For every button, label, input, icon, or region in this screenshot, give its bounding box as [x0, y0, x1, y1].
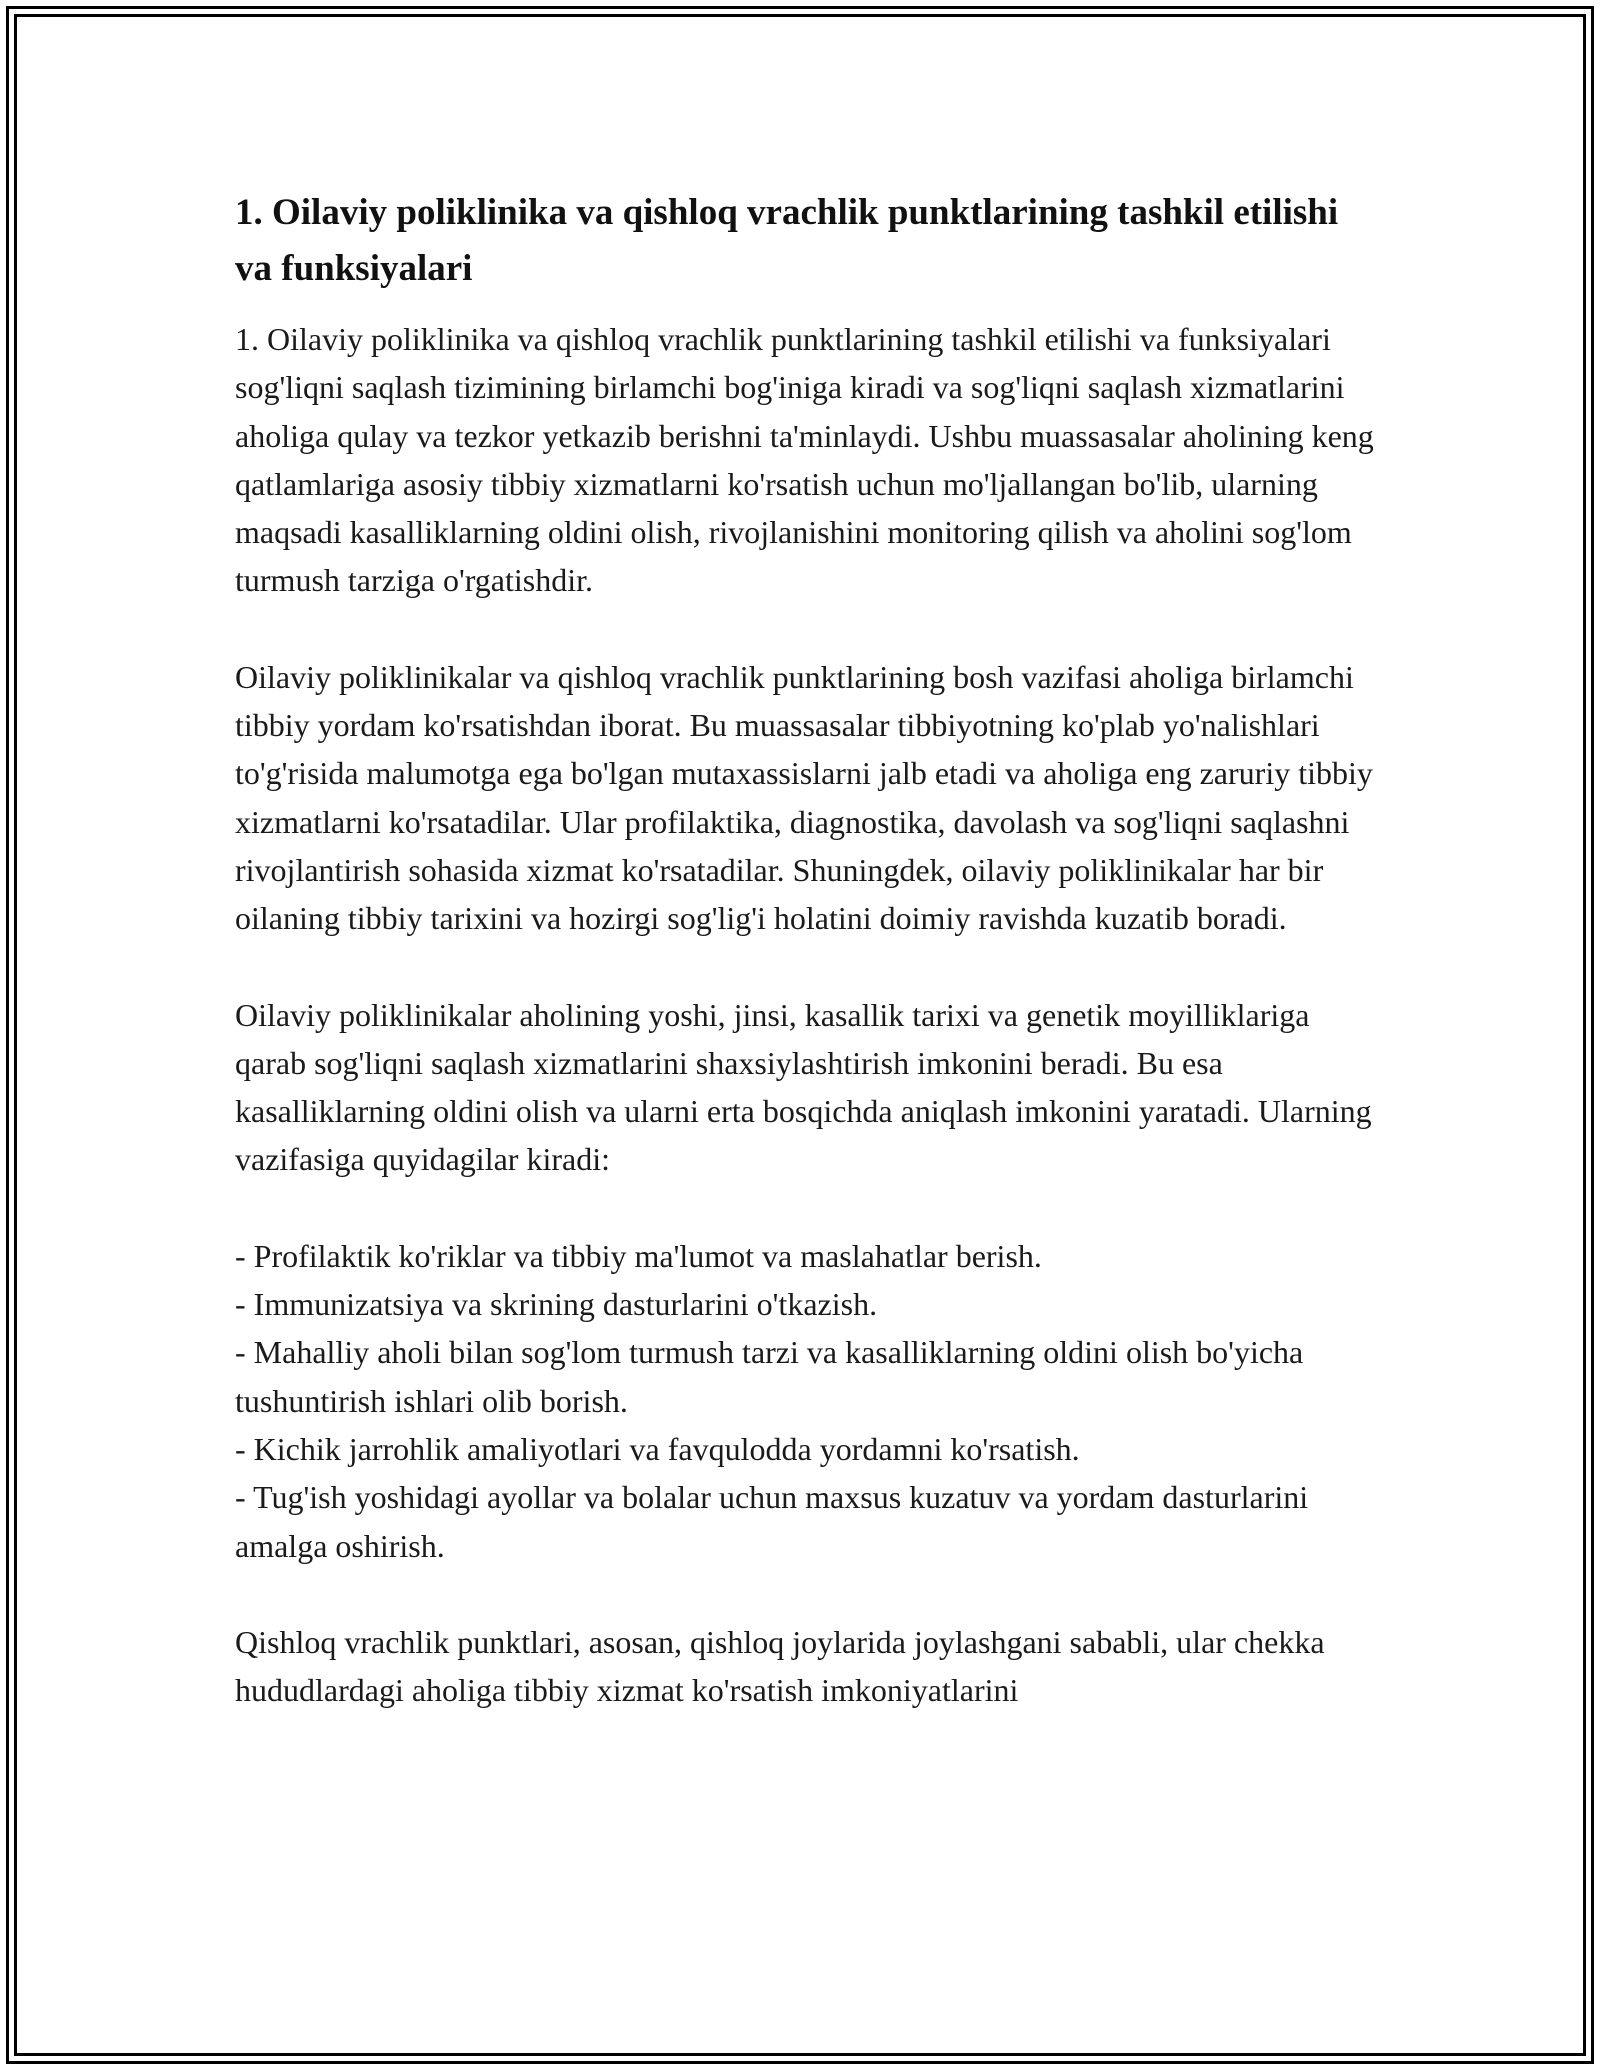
list-item: - Mahalliy aholi bilan sog'lom turmush tarzi va kasalliklarning oldini olish bo'yicha tushuntirish ishlari olib borish.	[235, 1334, 1304, 1419]
paragraph-rural: Qishloq vrachlik punktlari, asosan, qishloq joylarida joylashgani sababli, ular chekka hududlardagi aholiga tibbiy xizmat ko'rsatish imkoniyatlarini	[235, 1623, 1325, 1709]
document-title: 1. Oilaviy poliklinika va qishloq vrachlik punktlarining tashkil etilishi va funksiyalari	[235, 192, 1339, 289]
paragraph-main-task: Oilaviy poliklinikalar va qishloq vrachlik punktlarining bosh vazifasi aholiga birlamchi tibbiy yordam ko'rsatishdan iborat. Bu muassasalar tibbiyotning ko'plab yo'nalishlari to'g'risida malumotga ega bo'lgan mutaxassislarni jalb etadi va aholiga eng zaruriy tibbiy xizmatlarni ko'rsatadilar. Ular profilaktika, diagnostika, davolash va sog'liqni saqlashni rivojlantirish sohasida xizmat ko'rsatadilar. Shuningdek, oilaviy poliklinikalar har bir oilaning tibbiy tarixini va hozirgi sog'lig'i holatini doimiy ravishda kuzatib boradi.	[235, 658, 1373, 937]
list-item: - Profilaktik ko'riklar va tibbiy ma'lumot va maslahatlar berish.	[235, 1237, 1042, 1274]
list-item: - Immunizatsiya va skrining dasturlarini o'tkazish.	[235, 1286, 878, 1323]
duties-list	[235, 1232, 1375, 1570]
paragraph-personalization: Oilaviy poliklinikalar aholining yoshi, jinsi, kasallik tarixi va genetik moyilliklariga qarab sog'liqni saqlash xizmatlarini shaxsiylashtirish imkonini beradi. Bu esa kasalliklarning oldini olish va ularni erta bosqichda aniqlash imkonini yaratadi. Ularning vazifasiga quyidagilar kiradi:	[235, 996, 1372, 1178]
paragraph-intro: 1. Oilaviy poliklinika va qishloq vrachlik punktlarining tashkil etilishi va funksiyalari sog'liqni saqlash tizimining birlamchi bog'iniga kiradi va sog'liqni saqlash xizmatlarini aholiga qulay va tezkor yetkazib berishni ta'minlaydi. Ushbu muassasalar aholining keng qatlamlariga asosiy tibbiy xizmatlarni ko'rsatish uchun mo'ljallangan bo'lib, ularning maqsadi kasalliklarning oldini olish, rivojlanishini monitoring qilish va aholini sog'lom turmush tarziga o'rgatishdir.	[235, 321, 1374, 599]
list-item: - Kichik jarrohlik amaliyotlari va favqulodda yordamni ko'rsatish.	[235, 1430, 1080, 1467]
list-item: - Tug'ish yoshidagi ayollar va bolalar uchun maxsus kuzatuv va yordam dasturlarini amalga oshirish.	[235, 1479, 1309, 1564]
document-body	[235, 185, 1375, 1762]
